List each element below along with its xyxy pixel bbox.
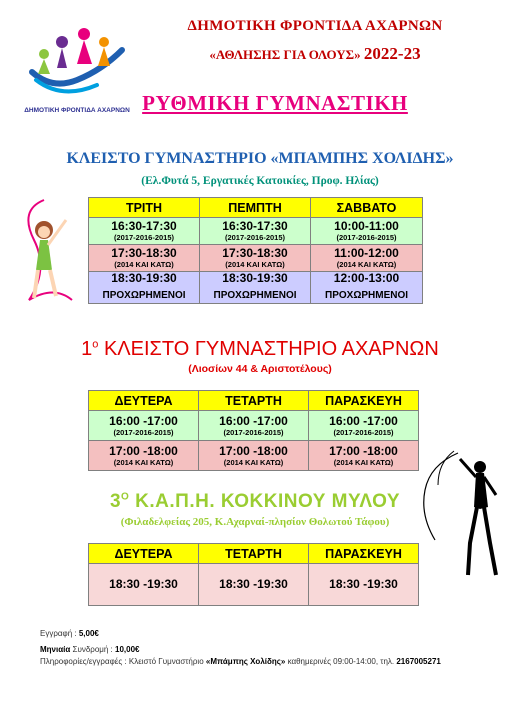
age-group: (2017-2016-2015)	[224, 233, 286, 242]
venue3-ordinal: Ο	[121, 491, 130, 503]
age-group: (2014 ΚΑΙ ΚΑΤΩ)	[223, 457, 284, 467]
venue3-day-header: ΤΕΤΑΡΤΗ	[199, 544, 309, 564]
gymnast-silhouette-illustration	[410, 445, 502, 585]
time-slot: 17:00 -18:00	[329, 443, 398, 458]
time-slot: 12:00-13:00	[333, 271, 400, 285]
monthly-label-rest: Συνδρομή :	[70, 645, 116, 654]
venue3-day-header: ΠΑΡΑΣΚΕΥΗ	[309, 544, 419, 564]
age-group: (2017-2016-2015)	[336, 233, 397, 242]
table-row	[89, 218, 423, 245]
venue3-title: Κ.Α.Π.Η. ΚΟΚΚΙΝΟΥ ΜΥΛΟΥ	[129, 491, 401, 512]
organization-name: ΔΗΜΟΤΙΚΗ ΦΡΟΝΤΙΔΑ ΑΧΑΡΝΩΝ	[187, 18, 443, 34]
venue1-address: (Ελ.Φυτά 5, Εργατικές Κατοικίες, Προφ. Ηλίας)	[141, 175, 379, 187]
gymnast-ribbon-illustration	[14, 190, 80, 310]
schedule-cell	[309, 564, 419, 606]
venue2-name	[40, 338, 480, 361]
venue2-day-header: ΤΕΤΑΡΤΗ	[199, 391, 309, 411]
venue2-title: ΚΛΕΙΣΤΟ ΓΥΜΝΑΣΤΗΡΙΟ ΑΧΑΡΝΩΝ	[98, 338, 439, 360]
monthly-fee	[40, 645, 139, 654]
venue2-ordinal: ο	[92, 338, 99, 351]
table-row	[89, 411, 419, 441]
time-slot: 18:30 -19:30	[219, 577, 288, 591]
schedule-cell	[200, 218, 311, 245]
schedule-cell	[311, 218, 423, 245]
venue2-address: (Λιοσίων 44 & Αριστοτέλους)	[188, 363, 332, 375]
age-group: (2014 ΚΑΙ ΚΑΤΩ)	[225, 260, 285, 269]
venue1-day-header: ΣΑΒΒΑΤΟ	[311, 198, 423, 218]
program-subtitle	[145, 44, 485, 64]
level-label: ΠΡΟΧΩΡΗΜΕΝΟΙ	[213, 290, 297, 301]
schedule-cell	[311, 245, 423, 272]
registration-label: Εγγραφή :	[40, 629, 79, 638]
time-slot: 17:00 -18:00	[109, 443, 178, 458]
contact-info	[40, 657, 500, 666]
schedule-cell	[199, 564, 309, 606]
schedule-cell	[89, 411, 199, 441]
time-slot: 17:30-18:30	[111, 246, 177, 260]
venue2-number: 1	[81, 338, 93, 360]
venue2-day-header: ΠΑΡΑΣΚΕΥΗ	[309, 391, 419, 411]
age-group: (2014 ΚΑΙ ΚΑΤΩ)	[333, 457, 394, 467]
schedule-cell	[199, 411, 309, 441]
venue3-name	[60, 491, 450, 513]
schedule-cell	[309, 441, 419, 471]
table-row	[89, 272, 423, 304]
registration-fee	[40, 629, 99, 638]
time-slot: 18:30-19:30	[222, 271, 288, 285]
registration-value: 5,00€	[78, 629, 99, 638]
time-slot: 16:30-17:30	[222, 219, 288, 233]
age-group: (2017-2016-2015)	[223, 427, 284, 437]
monthly-value: 10,00€	[115, 645, 140, 654]
age-group: (2014 ΚΑΙ ΚΑΤΩ)	[114, 260, 174, 269]
age-group: (2014 ΚΑΙ ΚΑΤΩ)	[113, 457, 174, 467]
schedule-cell	[89, 564, 199, 606]
time-slot: 10:00-11:00	[334, 219, 399, 233]
level-label: ΠΡΟΧΩΡΗΜΕΝΟΙ	[324, 290, 409, 301]
schedule-cell	[311, 272, 423, 304]
time-slot: 16:00 -17:00	[219, 413, 288, 428]
venue1-day-header: ΠΕΜΠΤΗ	[200, 198, 311, 218]
venue2-day-header: ΔΕΥΤΕΡΑ	[89, 391, 199, 411]
venue3-schedule-table	[88, 543, 419, 606]
schedule-cell	[89, 441, 199, 471]
time-slot: 17:00 -18:00	[219, 443, 288, 458]
time-slot: 18:30-19:30	[111, 271, 177, 285]
info-phone: 2167005271	[396, 657, 441, 666]
venue1-name: ΚΛΕΙΣΤΟ ΓΥΜΝΑΣΤΗΡΙΟ «ΜΠΑΜΠΗΣ ΧΟΛΙΔΗΣ»	[66, 150, 454, 167]
age-group: (2017-2016-2015)	[113, 233, 175, 242]
time-slot: 16:00 -17:00	[329, 413, 398, 428]
program-name: «ΑΘΛΗΣΗΣ ΓΙΑ ΟΛΟΥΣ»	[209, 47, 361, 62]
info-text: Πληροφορίες/εγγραφές : Κλειστό Γυμναστήριο	[40, 657, 206, 666]
page-title: ΡΥΘΜΙΚΗ ΓΥΜΝΑΣΤΙΚΗ	[142, 91, 408, 115]
time-slot: 16:30-17:30	[111, 219, 177, 233]
schedule-cell	[89, 245, 200, 272]
schedule-cell	[200, 245, 311, 272]
time-slot: 17:30-18:30	[222, 246, 288, 260]
venue1-schedule-table	[88, 197, 423, 304]
age-group: (2014 ΚΑΙ ΚΑΤΩ)	[336, 260, 397, 269]
age-group: (2017-2016-2015)	[113, 427, 174, 437]
venue2-schedule-table	[88, 390, 419, 471]
table-row	[89, 245, 423, 272]
info-hours: καθημερινές 09:00-14:00, τηλ.	[285, 657, 397, 666]
info-venue: «Μπάμπης Χολίδης»	[205, 657, 286, 666]
schedule-cell	[309, 411, 419, 441]
level-label: ΠΡΟΧΩΡΗΜΕΝΟΙ	[102, 290, 186, 301]
table-row	[89, 564, 419, 606]
monthly-label: Μηνιαία	[40, 645, 71, 654]
schedule-cell	[199, 441, 309, 471]
venue3-address: (Φιλαδελφείας 205, Κ.Αχαρναί-πλησίον Θολωτού Τάφου)	[120, 516, 390, 528]
time-slot: 16:00 -17:00	[109, 413, 178, 428]
logo-caption: ΔΗΜΟΤΙΚΗ ΦΡΟΝΤΙΔΑ ΑΧΑΡΝΩΝ	[24, 107, 130, 114]
venue3-day-header: ΔΕΥΤΕΡΑ	[89, 544, 199, 564]
table-row	[89, 441, 419, 471]
season-year: 2022-23	[363, 44, 421, 63]
time-slot: 18:30 -19:30	[109, 577, 178, 591]
schedule-cell	[89, 272, 200, 304]
time-slot: 18:30 -19:30	[329, 577, 398, 591]
venue3-number: 3	[109, 491, 122, 512]
schedule-cell	[200, 272, 311, 304]
time-slot: 11:00-12:00	[334, 246, 399, 260]
venue1-day-header: ΤΡΙΤΗ	[89, 198, 200, 218]
schedule-cell	[89, 218, 200, 245]
age-group: (2017-2016-2015)	[333, 427, 394, 437]
